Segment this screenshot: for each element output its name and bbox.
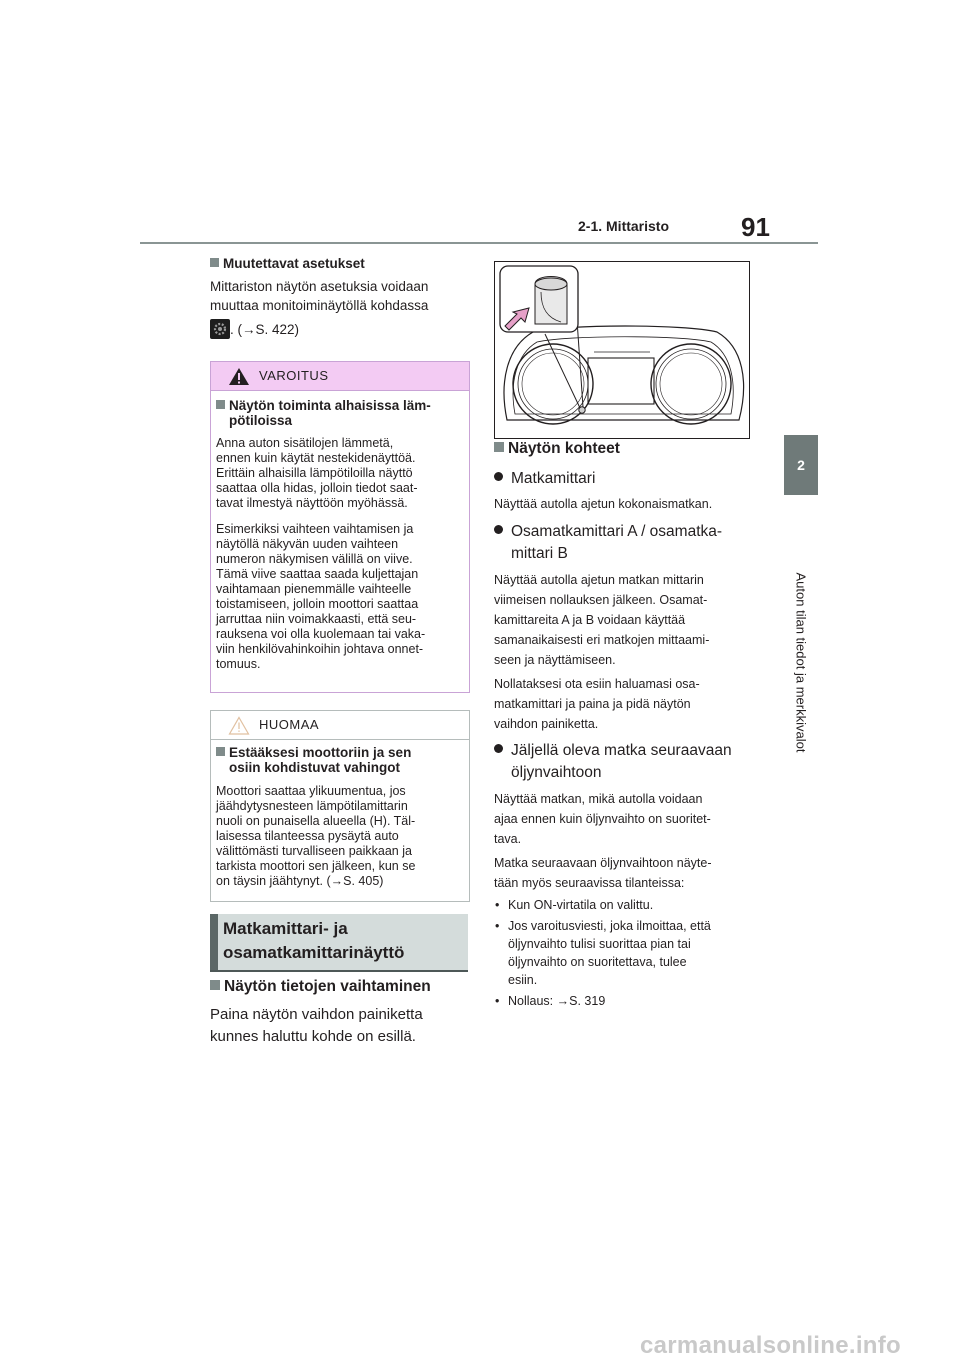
chapter-number: 2 xyxy=(797,457,805,473)
trip-title: Osamatkamittari A / osamatka- mittari B xyxy=(494,521,756,565)
chapter-tab-text: Auton tilan tiedot ja merkkivalot xyxy=(793,572,809,753)
warning-title: VAROITUS xyxy=(259,368,329,383)
warning-header xyxy=(211,362,469,391)
custom-settings-heading: Muutettavat asetukset xyxy=(210,256,472,271)
header-rule xyxy=(140,242,818,244)
page-number: 91 xyxy=(741,212,770,242)
oil-change-para2: Matka seuraavaan öljynvaihtoon näyte- tään myös seuraavissa tilanteissa: xyxy=(494,856,712,890)
square-bullet-icon xyxy=(494,442,504,452)
caution-triangle-icon xyxy=(228,716,250,735)
notice-box xyxy=(210,710,470,902)
round-bullet-icon xyxy=(494,472,503,481)
display-items-heading: Näytön kohteet xyxy=(494,440,756,458)
oil-change-para1: Näyttää matkan, mikä autolla voidaan ajaa ennen kuin öljynvaihto on suoritet- tava. xyxy=(494,792,711,846)
oil-change-list xyxy=(494,896,756,1010)
square-bullet-icon xyxy=(216,747,225,756)
footer-watermark[interactable]: carmanualsonline.info xyxy=(640,1332,902,1359)
notice-header xyxy=(211,711,469,740)
round-bullet-icon xyxy=(494,744,503,753)
custom-settings-line1: Mittariston näytön asetuksia voidaan xyxy=(210,279,429,294)
trip-para2: Nollataksesi ota esiin haluamasi osa- matkamittari ja paina ja pidä näytön vaihdon painiketta. xyxy=(494,677,700,731)
custom-settings-line2: muuttaa monitoiminäytöllä kohdassa xyxy=(210,298,429,313)
chapter-tab xyxy=(784,435,818,495)
warning-para1: Anna auton sisätilojen lämmetä, ennen kuin käytät nestekidenäyttöä. Erittäin alhaisilla lämpötiloilla näyttö saattaa olla hidas, jolloin tiedot saat- tavat ilmestyä näyttöön myöhässä. xyxy=(216,436,418,510)
switch-line1: Paina näytön vaihdon painiketta xyxy=(210,1006,423,1023)
warning-box xyxy=(210,361,470,693)
switch-display-heading: Näytön tietojen vaihtaminen xyxy=(210,978,472,996)
notice-para: Moottori saattaa ylikuumentua, jos jäähdytysnesteen lämpötilamittarin nuoli on punaisella alueella (H). Täl- laisessa tilanteessa pysäytä auto välittömästi turvalliseen paikkaan ja tarkista moottori sen jälkeen, kun se on täysin jäähtynyt. (→S. 405) xyxy=(216,784,416,888)
instrument-cluster-illustration xyxy=(494,261,750,439)
square-bullet-icon xyxy=(210,980,220,990)
settings-gear-icon xyxy=(210,319,230,339)
oil-change-title: Jäljellä oleva matka seuraavaan öljynvaihtoon xyxy=(494,740,756,784)
switch-line2: kunnes haluttu kohde on esillä. xyxy=(210,1028,416,1045)
custom-settings-block xyxy=(210,256,472,339)
warning-para2: Esimerkiksi vaihteen vaihtamisen ja näytöllä näkyvän uuden vaihteen numeron näkymisen välillä on viive. Tämä viive saattaa saada kuljettajan vaihtamaan pienemmälle vaihteelle toistamiseen, jolloin moottori saattaa jarruttaa niin voimakkaasti, että seu- rauksena voi olla kuolemaan tai vaka- viin henkilövahinkoihin johtava onnet- tomuus. xyxy=(216,522,426,671)
square-bullet-icon xyxy=(210,258,219,267)
list-item: • Kun ON-virtatila on valittu. xyxy=(494,896,756,914)
list-item: • Jos varoitusviesti, joka ilmoittaa, että öljynvaihto tulisi suorittaa pian tai öljynvaihto on suoritettava, tulee esiin. xyxy=(494,917,756,989)
round-bullet-icon xyxy=(494,525,503,534)
instrument-cluster-drawing xyxy=(495,262,749,438)
section-heading-bar xyxy=(210,914,218,970)
trip-para1: Näyttää autolla ajetun matkan mittarin viimeisen nollauksen jälkeen. Osamat- kamittareita A ja B voidaan käyttää samanaikaisesti eri matkojen mittaami- seen ja näyttämiseen. xyxy=(494,573,710,667)
list-item: • Nollaus: →S. 319 xyxy=(494,992,756,1010)
odometer-desc: Näyttää autolla ajetun kokonaismatkan. xyxy=(494,497,713,511)
odometer-title: Matkamittari xyxy=(494,468,756,490)
switch-display-block xyxy=(210,978,472,1048)
warning-heading: Näytön toiminta alhaisissa läm- pötiloissa xyxy=(216,398,463,428)
display-items-block xyxy=(494,440,756,1010)
section-heading: Matkamittari- ja osamatkamittarinäyttö xyxy=(223,919,405,962)
section-title: 2-1. Mittaristo xyxy=(578,218,670,234)
custom-settings-line3: . (→S. 422) xyxy=(230,321,300,337)
notice-title: HUOMAA xyxy=(259,717,320,732)
section-heading-box xyxy=(210,914,468,972)
square-bullet-icon xyxy=(216,400,225,409)
notice-heading: Estääksesi moottoriin ja sen osiin kohdistuvat vahingot xyxy=(216,745,463,775)
warning-triangle-icon xyxy=(228,367,250,386)
